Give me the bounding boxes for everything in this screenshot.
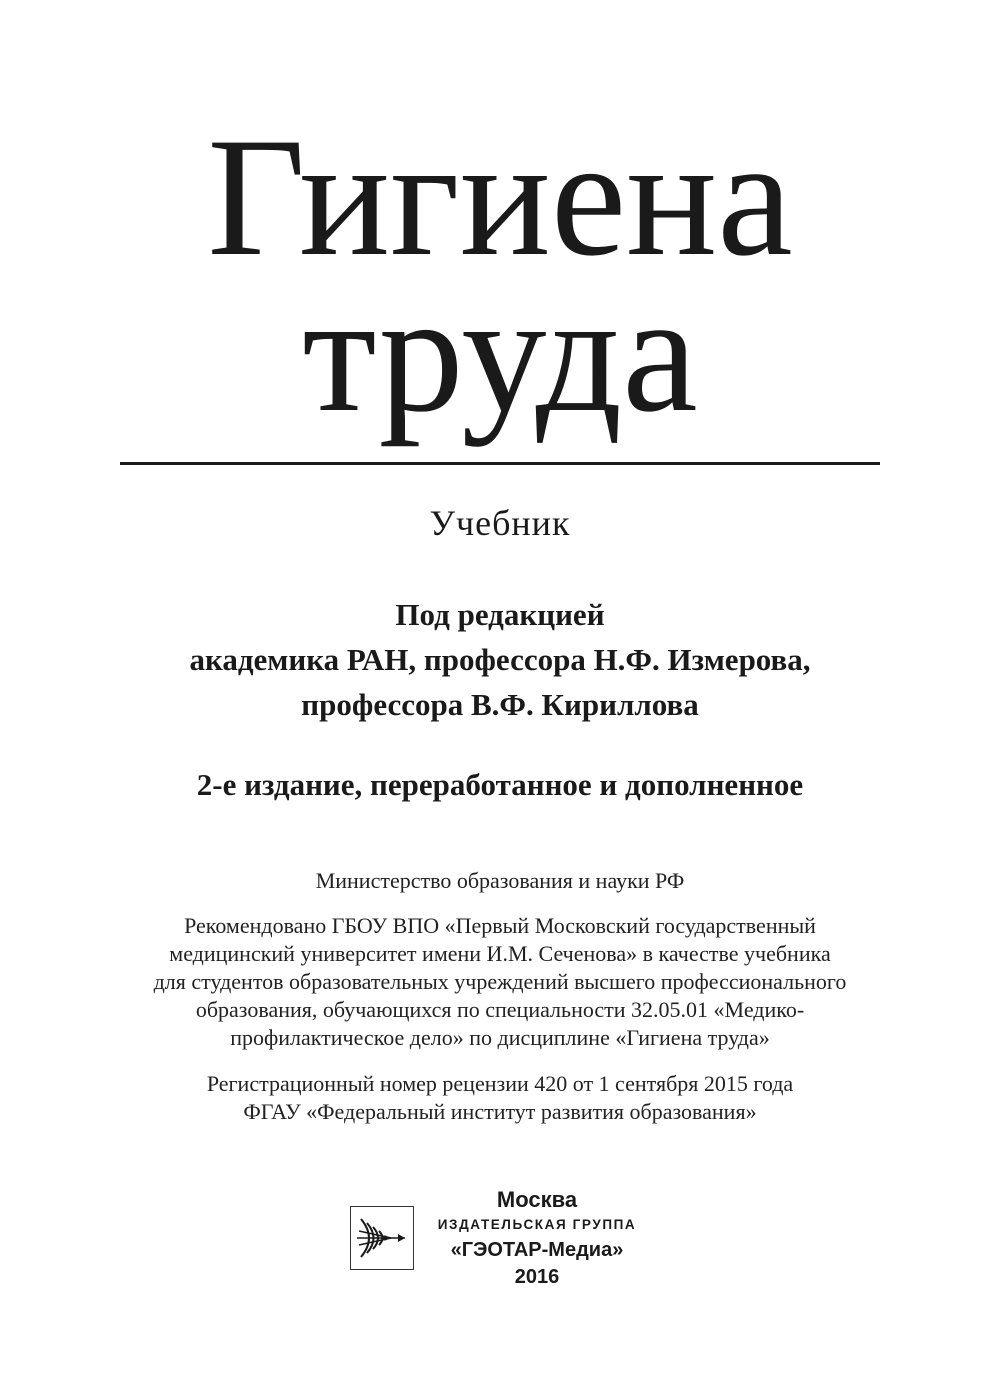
recommendation-line: профилактическое дело» по дисциплине «Гигиена труда» — [230, 1025, 770, 1050]
editors-line: профессора В.Ф. Кириллова — [301, 687, 699, 722]
edition-note: 2-е издание, переработанное и дополненное — [196, 767, 804, 802]
publisher-block — [350, 1183, 660, 1293]
publisher-name: «ГЭОТАР-Медиа» — [450, 1239, 624, 1261]
editors-block — [0, 592, 1000, 727]
registration-block — [0, 1070, 1000, 1126]
ministry-line: Министерство образования и науки РФ — [315, 868, 685, 893]
editors-line: Под редакцией — [395, 597, 605, 632]
title-divider — [120, 462, 880, 465]
registration-line: ФГАУ «Федеральный институт развития образования» — [243, 1099, 757, 1124]
title-line-2: труда — [302, 259, 698, 447]
recommendation-line: образования, обучающихся по специальности 32.05.01 «Медико- — [195, 997, 805, 1022]
recommendation-line: Рекомендовано ГБОУ ВПО «Первый Московский государственный — [184, 913, 816, 938]
publisher-city: Москва — [496, 1187, 578, 1212]
publication-year: 2016 — [514, 1266, 560, 1288]
registration-line: Регистрационный номер рецензии 420 от 1 сентября 2015 года — [206, 1071, 794, 1096]
title-line-1: Гигиена — [207, 103, 793, 291]
editors-line: академика РАН, профессора Н.Ф. Измерова, — [189, 642, 811, 677]
subtitle: Учебник — [429, 503, 571, 543]
geotar-logo-icon — [350, 1206, 414, 1270]
publisher-group: ИЗДАТЕЛЬСКАЯ ГРУППА — [437, 1217, 637, 1232]
recommendation-block — [0, 912, 1000, 1052]
recommendation-line: для студентов образовательных учреждений высшего профессионального — [153, 969, 847, 994]
recommendation-line: медицинский университет имени И.М. Сеченова» в качестве учебника — [169, 941, 831, 966]
